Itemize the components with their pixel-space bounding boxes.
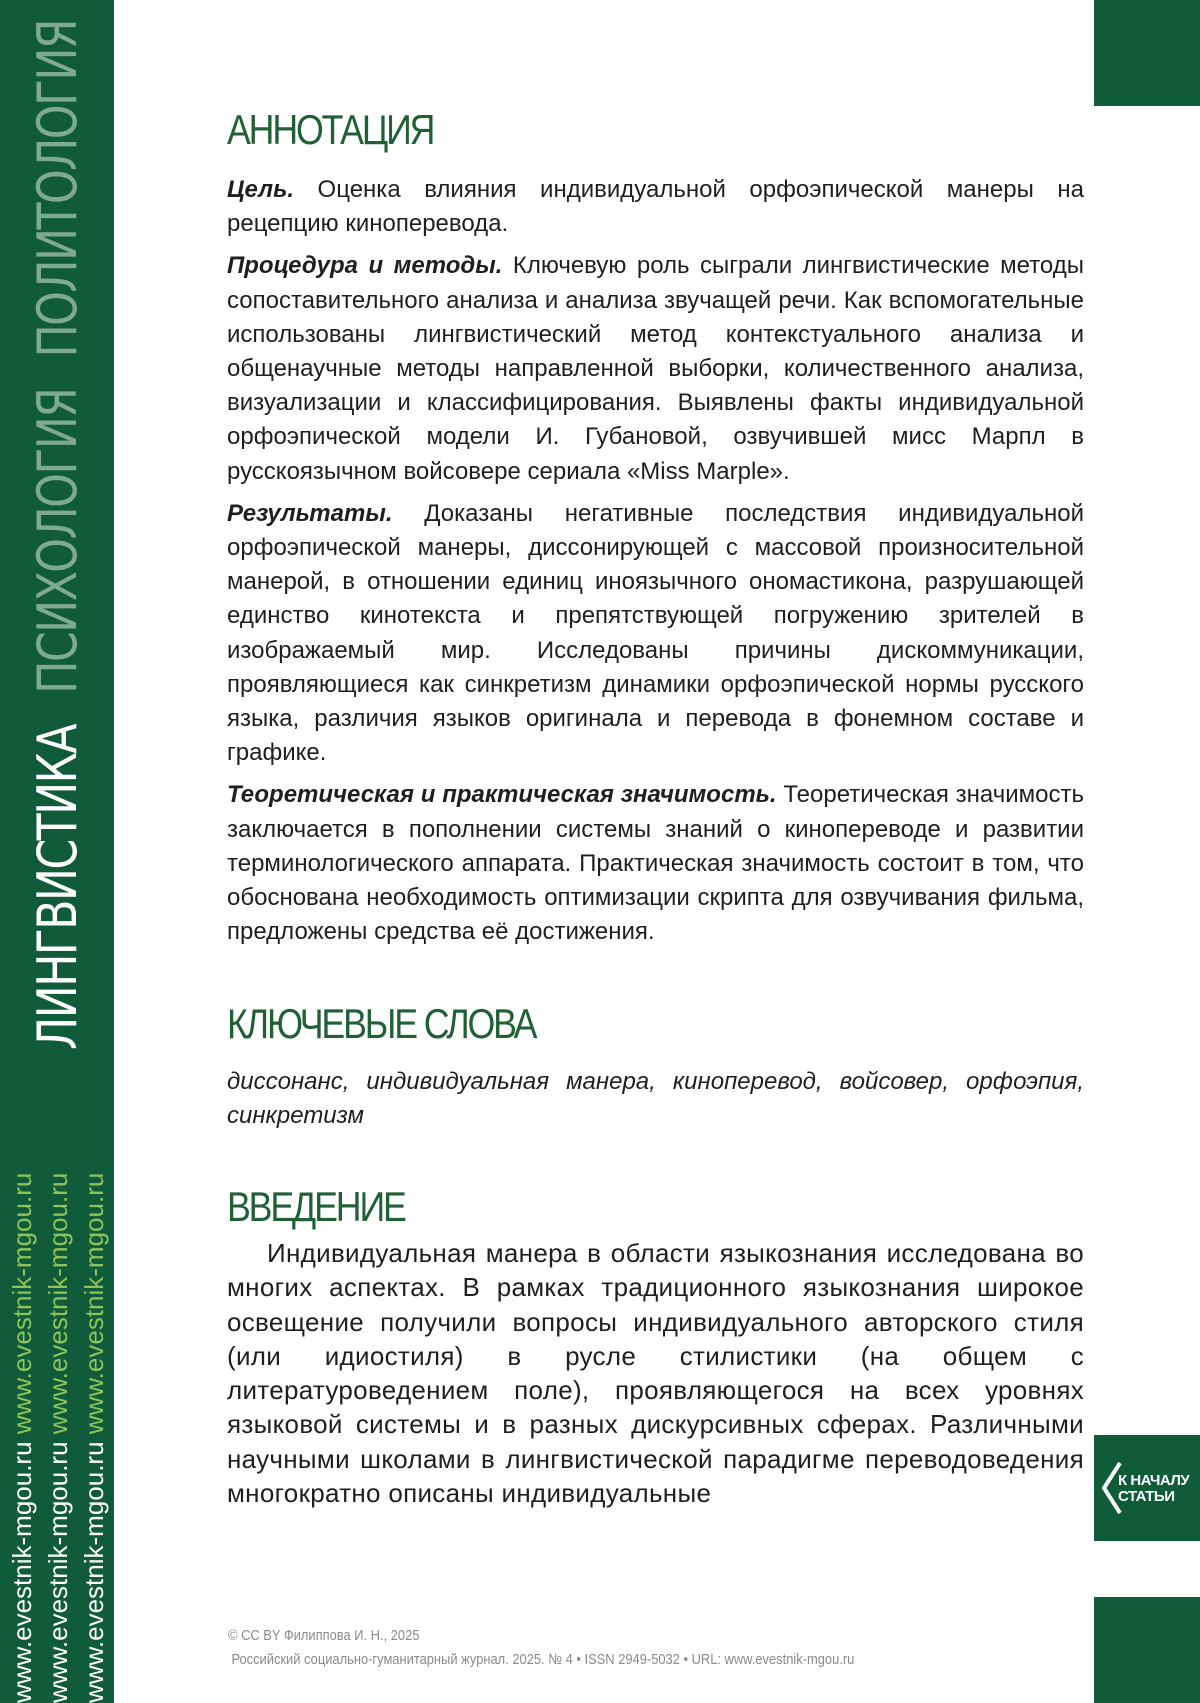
section-psychology: ПСИХОЛОГИЯ [26, 389, 89, 694]
site-link[interactable]: www.evestnik-mgou.ru [79, 1441, 109, 1703]
site-link[interactable]: www.evestnik-mgou.ru [7, 1441, 37, 1703]
annotation-significance: Теоретическая и практическая значимость. Теоретическая значимость заключается в пополнении системы знаний о кинопереводе и развитии терминологического аппарата. Практическая значимость состоит в том, что обоснована необходимость оптимизации скрипта для озвучивания фильма, предложены средства её достижения. [227, 778, 1084, 949]
page-tab-bottom [1094, 1597, 1200, 1703]
annotation-body [227, 173, 1084, 957]
site-link[interactable]: www.evestnik-mgou.ru [79, 1173, 109, 1435]
page-tab-top [1094, 0, 1200, 106]
footer-journal: Российский социально-гуманитарный журнал. 2025. № 4 • ISSN 2949-5032 • URL: www.evestnik-mgou.ru [228, 1648, 854, 1672]
back-button-label: К НАЧАЛУ СТАТЬИ [1118, 1473, 1198, 1505]
annotation-heading: АННОТАЦИЯ [227, 106, 433, 154]
sidebar-url-line-3 [76, 1173, 112, 1703]
annotation-results: Результаты. Доказаны негативные последствия индивидуальной орфоэпической манеры, диссонирующей с массовой произносительной манерой, в отношении единиц иноязычного ономастикона, разрушающей единство кинотекста и препятствующей погружению зрителей в изображаемый мир. Исследованы причины дискоммуникации, проявляющиеся как синкретизм динамики орфоэпической нормы русского языка, различия языков оригинала и перевода в фонемном составе и графике. [227, 497, 1084, 771]
annotation-goal: Цель. Оценка влияния индивидуальной орфоэпической манеры на рецепцию киноперевода. [227, 173, 1084, 241]
sidebar-url-line-2 [40, 1173, 76, 1703]
site-link[interactable]: www.evestnik-mgou.ru [43, 1441, 73, 1703]
sidebar-url-line-1 [4, 1173, 40, 1703]
footer-copyright: © CC BY Филиппова И. Н., 2025 [228, 1624, 854, 1648]
site-link[interactable]: www.evestnik-mgou.ru [7, 1173, 37, 1435]
introduction-text: Индивидуальная манера в области языкознания исследована во многих аспектах. В рамках традиционного языкознания широкое освещение получили вопросы индивидуального авторского стиля (или идиостиля) в русле стилистики (на общем с литературоведением поле), проявляющегося на всех уровнях языковой системы и в разных дискурсивных сферах. Различными научными школами в лингвистической парадигме переводоведения многократно описаны индивидуальные [227, 1236, 1084, 1510]
section-linguistics: ЛИНГВИСТИКА [26, 725, 89, 1050]
annotation-methods: Процедура и методы. Ключевую роль сыграли лингвистические методы сопоставительного анализа и анализа звучащей речи. Как вспомогательные использованы лингвистический метод контекстуального анализа и общенаучные методы направленной выборки, количественного анализа, визуализации и классифицирования. Выявлены факты индивидуальной орфоэпической модели И. Губановой, озвучившей мисс Марпл в русскоязычном войсовере сериала «Miss Marple». [227, 249, 1084, 488]
section-politology: ПОЛИТОЛОГИЯ [26, 20, 89, 357]
back-to-article-start-button[interactable] [1094, 1435, 1200, 1541]
keywords-heading: КЛЮЧЕВЫЕ СЛОВА [227, 1000, 535, 1048]
keywords-list: диссонанс, индивидуальная манера, киноперевод, войсовер, орфоэпия, синкретизм [227, 1065, 1084, 1133]
introduction-heading: ВВЕДЕНИЕ [227, 1183, 405, 1231]
site-link[interactable]: www.evestnik-mgou.ru [43, 1173, 73, 1435]
footer [228, 1624, 854, 1672]
sidebar [0, 0, 114, 1703]
section-labels [28, 20, 88, 1050]
